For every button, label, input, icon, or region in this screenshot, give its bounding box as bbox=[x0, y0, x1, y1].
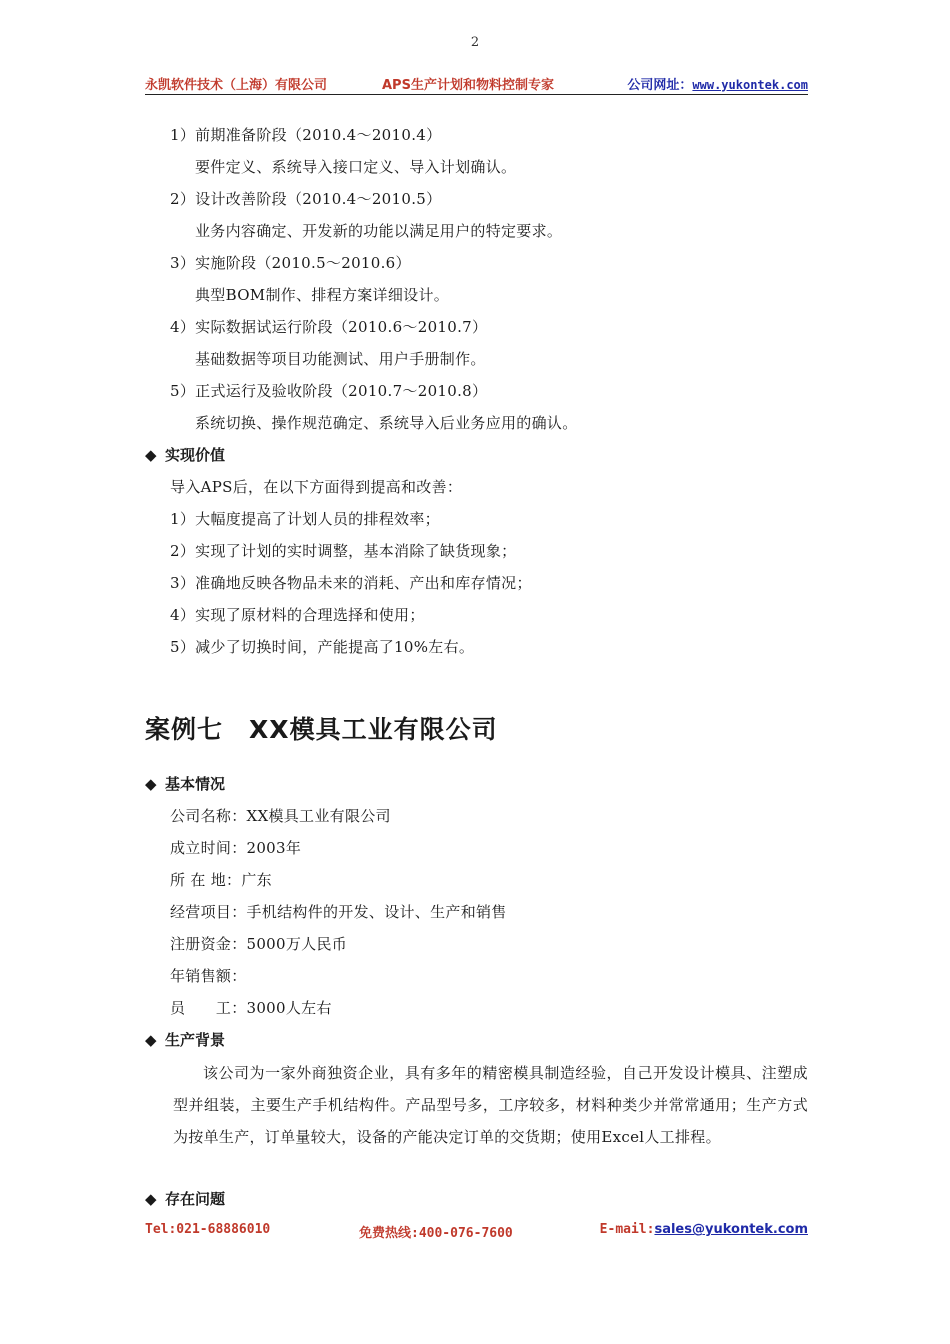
phase-title: 5）正式运行及验收阶段（2010.7～2010.8） bbox=[170, 382, 488, 400]
footer-email-label: E-mail: bbox=[599, 1222, 655, 1237]
value-item: 5）减少了切换时间，产能提高了10%左右。 bbox=[170, 638, 475, 656]
footer-hotline: 免费热线:400-076-7600 bbox=[359, 1226, 513, 1241]
phase-title: 1）前期准备阶段（2010.4～2010.4） bbox=[170, 126, 442, 144]
background-heading-text: 生产背景 bbox=[165, 1031, 226, 1049]
phase-desc: 业务内容确定、开发新的功能以满足用户的特定要求。 bbox=[195, 222, 563, 240]
header-site-link[interactable]: www.yukontek.com bbox=[692, 78, 808, 92]
issues-heading-text: 存在问题 bbox=[165, 1190, 226, 1208]
phase-desc: 基础数据等项目功能测试、用户手册制作。 bbox=[195, 350, 486, 368]
phase-desc: 要件定义、系统导入接口定义、导入计划确认。 bbox=[195, 158, 517, 176]
phase-desc: 典型BOM制作、排程方案详细设计。 bbox=[195, 286, 450, 304]
diamond-bullet-icon: ◆ bbox=[145, 775, 157, 793]
header-tagline: APS生产计划和物料控制专家 bbox=[382, 78, 554, 93]
diamond-bullet-icon: ◆ bbox=[145, 1190, 157, 1208]
phase-title: 2）设计改善阶段（2010.4～2010.5） bbox=[170, 190, 442, 208]
case-title bbox=[145, 710, 498, 746]
basic-row: 年销售额： bbox=[170, 967, 247, 985]
issues-heading bbox=[145, 1188, 225, 1209]
header-site bbox=[627, 74, 808, 93]
diamond-bullet-icon: ◆ bbox=[145, 446, 157, 464]
basic-heading bbox=[145, 773, 225, 794]
phase-title: 4）实际数据试运行阶段（2010.6～2010.7） bbox=[170, 318, 488, 336]
basic-row: 成立时间：2003年 bbox=[170, 839, 302, 857]
header-company: 永凯软件技术（上海）有限公司 bbox=[145, 78, 328, 93]
footer-tel: Tel:021-68886010 bbox=[145, 1222, 271, 1237]
page-header bbox=[145, 74, 808, 95]
value-item: 4）实现了原材料的合理选择和使用； bbox=[170, 606, 425, 624]
value-item: 3）准确地反映各物品未来的消耗、产出和库存情况； bbox=[170, 574, 532, 592]
value-intro: 导入APS后，在以下方面得到提高和改善： bbox=[170, 478, 463, 496]
header-site-label: 公司网址： bbox=[627, 78, 693, 93]
basic-row: 公司名称：XX模具工业有限公司 bbox=[170, 807, 391, 825]
footer-mail bbox=[600, 1222, 808, 1237]
background-heading bbox=[145, 1029, 225, 1050]
footer-email-link[interactable]: sales@yukontek.com bbox=[654, 1222, 808, 1237]
phase-title: 3）实施阶段（2010.5～2010.6） bbox=[170, 254, 411, 272]
value-heading-text: 实现价值 bbox=[165, 446, 226, 464]
basic-row: 员 工：3000人左右 bbox=[170, 999, 332, 1017]
value-item: 2）实现了计划的实时调整，基本消除了缺货现象； bbox=[170, 542, 517, 560]
case-label: 案例七 bbox=[145, 715, 224, 744]
basic-heading-text: 基本情况 bbox=[165, 775, 226, 793]
value-heading bbox=[145, 444, 225, 465]
diamond-bullet-icon: ◆ bbox=[145, 1031, 157, 1049]
page-number: 2 bbox=[470, 35, 480, 50]
background-paragraph: 该公司为一家外商独资企业，具有多年的精密模具制造经验，自己开发设计模具、注塑成型并组装，主要生产手机结构件。产品型号多，工序较多，材料种类少并常常通用；生产方式为按单生产，订单量较大，设备的产能决定订单的交货期；使用Excel人工排程。 bbox=[173, 1064, 808, 1146]
phase-desc: 系统切换、操作规范确定、系统导入后业务应用的确认。 bbox=[195, 414, 578, 432]
case-name: XX模具工业有限公司 bbox=[249, 715, 498, 744]
basic-row: 所 在 地：广东 bbox=[170, 871, 272, 889]
basic-row: 经营项目：手机结构件的开发、设计、生产和销售 bbox=[170, 903, 507, 921]
page-footer bbox=[145, 1222, 808, 1242]
basic-row: 注册资金：5000万人民币 bbox=[170, 935, 348, 953]
value-item: 1）大幅度提高了计划人员的排程效率； bbox=[170, 510, 440, 528]
